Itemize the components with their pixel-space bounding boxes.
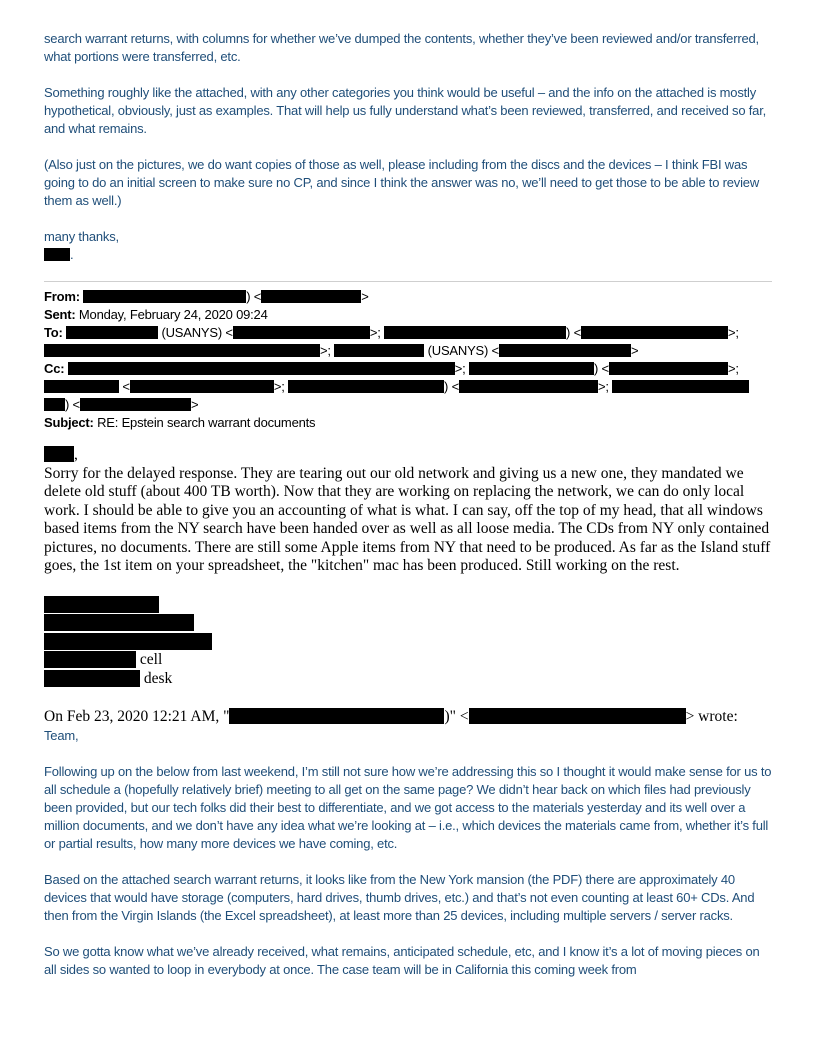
- signoff-signature: [44, 246, 772, 264]
- text-run: (USANYS) <: [158, 325, 233, 340]
- redaction-bar: [83, 290, 246, 303]
- signoff-text: many thanks,: [44, 229, 119, 244]
- redaction-bar: [44, 651, 136, 668]
- text-run: ) <: [65, 397, 80, 412]
- redaction-bar: [44, 614, 194, 631]
- redaction-bar: [130, 380, 274, 393]
- redacted-line: [44, 633, 772, 652]
- field-label: From:: [44, 289, 80, 304]
- redaction-bar: [609, 362, 728, 375]
- redacted-line: [44, 288, 772, 306]
- field-label: Subject:: [44, 415, 94, 430]
- redaction-bar: [459, 380, 598, 393]
- redaction-bar: [44, 633, 212, 650]
- field-label: Cc:: [44, 361, 65, 376]
- redaction-bar: [44, 596, 159, 613]
- text-run: cell: [136, 651, 163, 669]
- redaction-bar: [581, 326, 728, 339]
- text-run: >;: [369, 325, 385, 340]
- redacted-line: [44, 246, 772, 264]
- signature-block: [44, 596, 772, 689]
- text-run: .: [70, 247, 74, 262]
- top-message: [44, 30, 772, 264]
- salutation: [44, 446, 772, 465]
- redacted-line: [44, 360, 772, 378]
- text-run: >: [361, 289, 369, 304]
- text-run: ,: [74, 446, 78, 463]
- field-label: Sent:: [44, 307, 76, 322]
- text-run: >;: [597, 379, 613, 394]
- redacted-line: [44, 596, 772, 615]
- text-run: >;: [454, 361, 469, 376]
- greeting: Team,: [44, 727, 79, 743]
- redacted-line: [44, 342, 772, 360]
- redaction-bar: [44, 380, 119, 393]
- text-run: >: [190, 397, 199, 412]
- reply-message: [44, 446, 772, 727]
- text-run: >: [630, 343, 639, 358]
- redaction-bar: [68, 362, 455, 375]
- text-run: (USANYS) <: [424, 343, 499, 358]
- text-run: <: [119, 379, 130, 394]
- text-run: ) <: [566, 325, 581, 340]
- text-run: Monday, February 24, 2020 09:24: [75, 307, 268, 322]
- redacted-line: [44, 614, 772, 633]
- redacted-line: [44, 708, 772, 727]
- paragraph: search warrant returns, with columns for whether we’ve dumped the contents, whether they’ve been reviewed and/or transferred, what portions were transferred, etc.: [44, 31, 759, 64]
- redaction-bar: [384, 326, 566, 339]
- email-header: [44, 288, 772, 432]
- text-run: RE: Epstein search warrant documents: [93, 415, 316, 430]
- quoted-message: [44, 727, 772, 979]
- paragraph: Something roughly like the attached, with any other categories you think would be useful – and the info on the attached is mostly hypothetical, obviously, just as examples. That will help us fully understand what’s been reviewed, transferred, and received so far, and what remains.: [44, 85, 767, 136]
- redaction-bar: [229, 708, 444, 724]
- redaction-bar: [233, 326, 370, 339]
- text-run: ) <: [246, 289, 262, 304]
- redaction-bar: [44, 446, 74, 462]
- redacted-line: [44, 324, 772, 342]
- text-run: desk: [140, 669, 173, 687]
- field-label: To:: [44, 325, 63, 340]
- reply-body: Sorry for the delayed response. They are tearing out our old network and giving us a new one, they mandated we delete old stuff (about 400 TB worth). Now that they are working on replacing the network, we can do only local work. I should be able to give you an accounting of what is what. I can say, off the top of my head, that all windows based items from the NY search have been handed over as well as all loose media. The CDs from NY only contained pictures, no documents. There are still some Apple items from NY that need to be produced. As far as the Island stuff goes, the 1st item on your spreadsheet, the "kitchen" mac has been produced. Still working on the rest.: [44, 464, 771, 574]
- redacted-line: [44, 670, 772, 689]
- redacted-line: [44, 414, 772, 432]
- redaction-bar: [469, 708, 686, 724]
- redaction-bar: [469, 362, 594, 375]
- text-run: ) <: [444, 379, 459, 394]
- redaction-bar: [612, 380, 749, 393]
- redaction-bar: [80, 398, 191, 411]
- redacted-line: [44, 446, 772, 465]
- text-run: >;: [273, 379, 289, 394]
- redaction-bar: [261, 290, 361, 303]
- paragraph: (Also just on the pictures, we do want copies of those as well, please including from the discs and the devices – I think FBI was going to do an initial screen to make sure no CP, and since I think the answer was no, we’ll need to get those to be able to review them as well.): [44, 157, 760, 208]
- paragraph: Based on the attached search warrant returns, it looks like from the New York mansion (the PDF) there are approximately 40 devices that would have storage (computers, hard drives, thumb drives, etc.) and that’s not even counting at least 60+ CDs. And then from the Virgin Islands (the Excel spreadsheet), at least more than 25 devices, including multiple servers / server racks.: [44, 871, 755, 923]
- redacted-line: [44, 651, 772, 670]
- text-run: >;: [320, 343, 335, 358]
- paragraph: Following up on the below from last weekend, I’m still not sure how we’re addressing this so I thought it would make sense for us to all schedule a (hopefully relatively brief) meeting to all get on the same page? We didn’t hear back on which files had previously been provided, but our tech folks did their best to differentiate, and we got access to the materials yesterday and its well over a million documents, and we don’t have any idea what we’re looking at – i.e., which devices the materials came from, whether it’s full or partial results, how many more devices we have coming, etc.: [44, 763, 772, 851]
- text-run: >;: [727, 325, 739, 340]
- spacer: [44, 745, 772, 763]
- redaction-bar: [334, 344, 424, 357]
- redaction-bar: [44, 398, 65, 411]
- redaction-bar: [44, 248, 70, 261]
- redacted-line: [44, 378, 772, 396]
- redaction-bar: [499, 344, 631, 357]
- redaction-bar: [288, 380, 444, 393]
- redaction-bar: [66, 326, 158, 339]
- quote-attribution: [44, 708, 772, 727]
- text-run: >;: [727, 361, 739, 376]
- text-run: ) <: [594, 361, 609, 376]
- redacted-line: [44, 306, 772, 324]
- redaction-bar: [44, 670, 140, 687]
- message-divider: [44, 281, 772, 282]
- text-run: On Feb 23, 2020 12:21 AM, ": [44, 708, 230, 726]
- text-run: > wrote:: [685, 708, 738, 726]
- redaction-bar: [44, 344, 320, 357]
- redacted-line: [44, 396, 772, 414]
- paragraph: So we gotta know what we’ve already received, what remains, anticipated schedule, etc, and I know it’s a lot of moving pieces on all sides so wanted to loop in everybody at once. The case team will be in California this coming week from: [44, 943, 760, 977]
- text-run: )" <: [444, 708, 469, 726]
